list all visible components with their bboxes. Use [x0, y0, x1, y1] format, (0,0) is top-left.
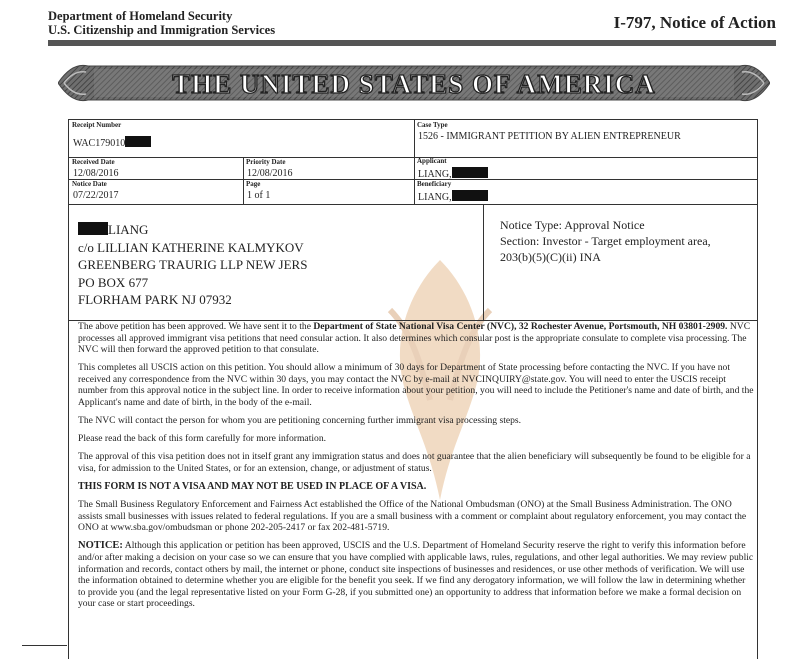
redaction: [452, 190, 488, 201]
notice-section-2: 203(b)(5)(C)(ii) INA: [500, 250, 601, 264]
applicant-value: LIANG,: [418, 169, 452, 180]
beneficiary-cell: [414, 179, 758, 204]
beneficiary-label: Beneficiary: [417, 180, 452, 188]
priority-date-cell: [243, 157, 414, 179]
receipt-number-cell: [69, 120, 414, 157]
agency-header: [48, 9, 275, 37]
notice-date-value: 07/22/2017: [73, 190, 119, 201]
redaction: [78, 222, 108, 235]
received-date-value: 12/08/2016: [73, 168, 119, 179]
mailing-address: [78, 221, 307, 309]
redaction: [452, 167, 488, 178]
address-line-2: GREENBERG TRAURIG LLP NEW JERS: [78, 257, 308, 272]
p1-text-a: The above petition has been approved. We have sent it to the: [78, 321, 314, 332]
paragraph-ombudsman: The Small Business Regulatory Enforcement and Fairness Act established the Office of the National Ombudsman (ONO) at the Small Business Administration. The ONO assists small businesses with issues related to federal regulations. If you are a small business with a comment or complaint about regulatory enforcement, you may contact the ONO at www.sba.gov/ombudsman or phone 202-205-2417 or fax 202-481-5719.: [78, 499, 747, 534]
receipt-number-value: WAC179010: [73, 138, 126, 149]
priority-date-value: 12/08/2016: [247, 168, 293, 179]
form-title: I-797, Notice of Action: [613, 13, 776, 32]
paragraph-approval-status: The approval of this visa petition does not in itself grant any immigration status and does not guarantee that the alien beneficiary will subsequently be found to be eligible for a visa, for admission to the United States, or for an extension, change, or adjustment of status.: [78, 451, 751, 474]
case-type-label: Case Type: [417, 121, 448, 129]
paragraph-nvc-contact: The NVC will contact the person for whom you are petitioning concerning further immigrant visa processing steps.: [78, 415, 522, 427]
page-label: Page: [246, 180, 261, 188]
agency-line-2: U.S. Citizenship and Immigration Services: [48, 23, 276, 37]
case-type-value: 1526 - IMMIGRANT PETITION BY ALIEN ENTREPRENEUR: [418, 131, 681, 142]
notice-section-1: Section: Investor - Target employment area,: [500, 234, 711, 248]
applicant-cell: [414, 145, 758, 179]
paragraph-notice: [78, 540, 754, 610]
address-line-3: PO BOX 677: [78, 274, 149, 290]
address-name: LIANG: [108, 222, 149, 237]
header-rule: [48, 40, 776, 46]
notice-label: NOTICE:: [78, 540, 123, 552]
beneficiary-value: LIANG,: [418, 192, 452, 203]
receipt-number-label: Receipt Number: [72, 121, 122, 129]
notice-body: [78, 321, 754, 616]
notice-date-label: Notice Date: [72, 180, 107, 188]
paragraph-read-back: Please read the back of this form carefully for more information.: [78, 433, 327, 445]
received-date-cell: [69, 157, 243, 179]
notice-type-block: [500, 217, 711, 265]
not-a-visa-warning: THIS FORM IS NOT A VISA AND MAY NOT BE USED IN PLACE OF A VISA.: [78, 481, 427, 493]
usa-banner: [58, 58, 770, 108]
received-date-label: Received Date: [72, 158, 115, 166]
address-line-1: c/o LILLIAN KATHERINE KALMYKOV: [78, 239, 304, 255]
page-cell: [243, 179, 414, 204]
paragraph-approval: [78, 321, 754, 356]
page-value: 1 of 1: [247, 190, 271, 201]
agency-line-1: Department of Homeland Security: [48, 9, 233, 23]
paragraph-completion: This completes all USCIS action on this petition. You should allow a minimum of 30 days for Department of State processing before contacting the NVC. If you have not received any correspondence from the NVC within 30 days, you may contact the NVC by e-mail at NVCINQUIRY@state.gov. You will need to enter the USCIS receipt number from this approval notice in the subject line. In order to receive information about your petition, you will need to include the Petitioner's name and date of birth, and the Applicant's name and date of birth, in the body of the e-mail.: [78, 362, 754, 409]
address-line-4: FLORHAM PARK NJ 07932: [78, 292, 232, 307]
notice-date-cell: [69, 179, 243, 204]
notice-type: Notice Type: Approval Notice: [500, 218, 645, 232]
priority-date-label: Priority Date: [246, 158, 286, 166]
redaction: [125, 136, 151, 147]
applicant-label: Applicant: [417, 157, 447, 165]
p1-text-b: NVC processes all approved immigrant visa petitions that need consular action. It also determines which consular post is the appropriate consulate to complete visa processing. The NVC will then forward the approved petition to that consulate.: [78, 321, 751, 356]
banner-text: THE UNITED STATES OF AMERICA: [172, 69, 656, 99]
nvc-address: Department of State National Visa Center (NVC), 32 Rochester Avenue, Portsmouth, NH 03801-2909.: [313, 321, 728, 332]
notice-text: Although this application or petition has been approved, USCIS and the U.S. Department of Homeland Security reserve the right to verify this information before and/or after making a decision on your case so we can ensure that you have complied with applicable laws, rules, regulations, and other legal authorities. We may review public information and records, contact others by mail, the internet or phone, conduct site inspections of businesses and residences, or use other methods of verification. We will use the information obtained to determine whether you are eligible for the benefit you seek. If we find any derogatory information, we will follow the law in determining whether to provide you (and the legal representative listed on your Form G-28, if you submitted one) an opportunity to address that information before we make a formal decision on your case or start proceedings.: [78, 540, 754, 610]
footer-dash: [22, 645, 67, 646]
